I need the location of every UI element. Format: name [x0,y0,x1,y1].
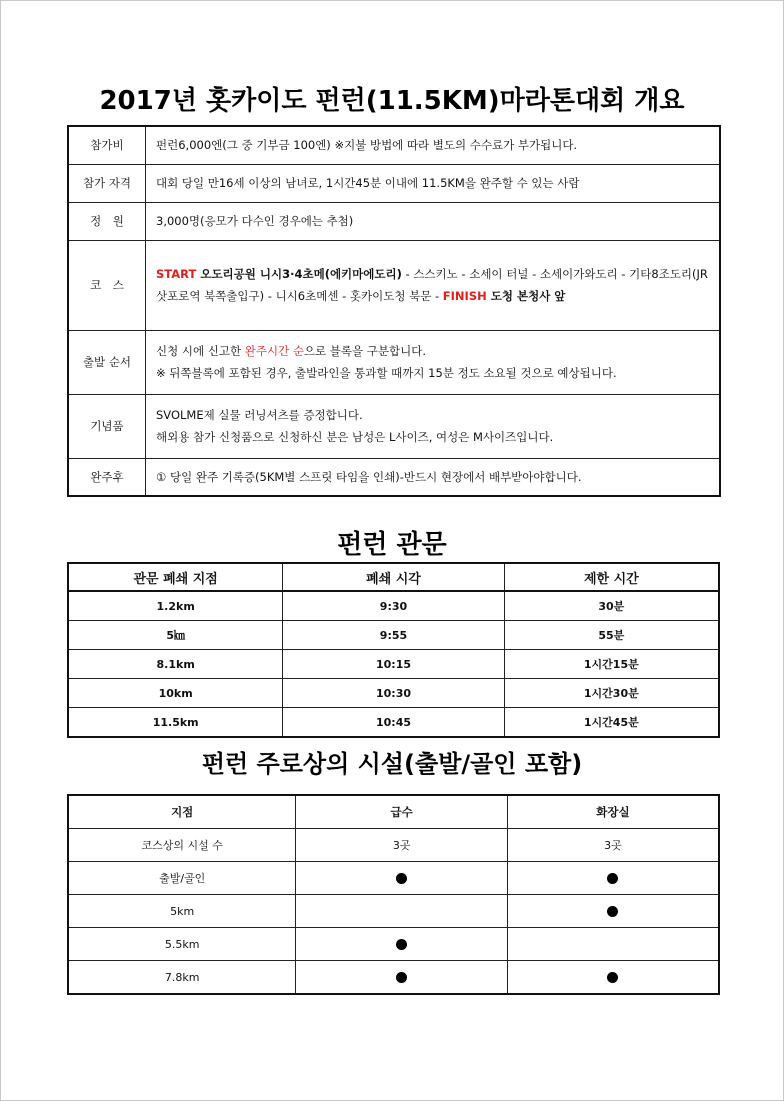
facilities-rows [68,862,719,995]
facility-point: 5.5km [68,928,296,961]
table-row [68,679,719,708]
checkpoint-limit: 1시간15분 [504,650,719,679]
facilities-table [67,794,720,995]
start-order-text-pre: 신청 시에 신고한 [156,344,245,358]
toilet-dot-icon [607,873,618,884]
page-title: 2017년 홋카이도 펀런(11.5KM)마라톤대회 개요 [99,86,685,116]
souvenir-row [68,394,720,458]
checkpoint-point: 10km [68,679,283,708]
course-label: 코 스 [68,240,146,330]
checkpoints-header-point: 관문 폐쇄 지점 [68,563,283,591]
course-start-location: 오도리공원 니시3·4초메(에키마에도리) [196,267,402,281]
facility-toilet-cell [507,961,719,995]
start-order-label: 출발 순서 [68,330,146,394]
checkpoint-close-time: 9:30 [283,591,504,621]
facilities-header-toilet: 화장실 [507,795,719,829]
facility-point: 5km [68,895,296,928]
capacity-row [68,202,720,240]
start-order-row [68,330,720,394]
souvenir-line-1: SVOLME제 실물 러닝셔츠를 증정합니다. [156,408,363,422]
start-order-text-post: 으로 블록을 구분합니다. [303,344,426,358]
course-route: - 스스키노 - 소세이 터널 - 소세이가와도리 - 기타8조도리(JR삿포로역 북쪽출입구) - 니시6초메센 - 홋카이도청 북문 - [156,267,708,303]
checkpoint-close-time: 10:15 [283,650,504,679]
qualification-row [68,164,720,202]
start-order-line-1 [156,340,709,362]
facilities-title: 펀런 주로상의 시설(출발/골인 포함) [201,750,583,778]
checkpoint-close-time: 10:30 [283,679,504,708]
checkpoint-limit: 1시간30분 [504,679,719,708]
souvenir-line-2: 해외용 참가 신청품으로 신청하신 분은 남성은 L사이즈, 여성은 M사이즈입니다. [156,430,554,444]
souvenir-label: 기념품 [68,394,146,458]
course-start-marker: START [156,267,197,281]
course-finish-location: 도청 본청사 앞 [486,289,566,303]
water-station-dot-icon [396,972,407,983]
souvenir-value [146,394,721,458]
table-row [68,708,719,738]
course-value [146,240,721,330]
facility-toilet-cell [507,895,719,928]
facility-toilet-count: 3곳 [507,829,719,862]
checkpoints-header-close-time: 폐쇄 시각 [283,563,504,591]
facility-count-label: 코스상의 시설 수 [68,829,296,862]
facility-point: 7.8km [68,961,296,995]
qualification-label: 참가 자격 [68,164,146,202]
course-row [68,240,720,330]
facility-toilet-cell [507,928,719,961]
checkpoints-header-limit: 제한 시간 [504,563,719,591]
water-station-dot-icon [396,873,407,884]
fee-row [68,126,720,164]
toilet-dot-icon [607,906,618,917]
fee-value: 펀런6,000엔(그 중 기부금 100엔) ※지불 방법에 따라 별도의 수수료가 부가됩니다. [146,126,721,164]
checkpoint-point: 11.5km [68,708,283,738]
fee-label: 참가비 [68,126,146,164]
facility-point: 출발/골인 [68,862,296,895]
facility-water-cell [296,895,508,928]
start-order-highlight: 완주시간 순 [244,344,304,358]
table-row [68,621,719,650]
table-row [68,862,719,895]
checkpoint-point: 8.1km [68,650,283,679]
after-finish-row [68,458,720,496]
table-row [68,928,719,961]
facilities-header-water: 급수 [296,795,508,829]
capacity-value: 3,000명(응모가 다수인 경우에는 추첨) [146,202,721,240]
course-finish-marker: FINISH [442,289,487,303]
checkpoint-limit: 1시간45분 [504,708,719,738]
after-finish-value: ① 당일 완주 기록증(5KM별 스프릿 타임을 인쇄)-반드시 현장에서 배부받아야합니다. [146,458,721,496]
checkpoint-point: 5㎞ [68,621,283,650]
facility-water-cell [296,961,508,995]
checkpoints-title: 펀런 관문 [337,530,447,560]
checkpoint-point: 1.2km [68,591,283,621]
start-order-value [146,330,721,394]
table-row [68,591,719,621]
checkpoint-close-time: 10:45 [283,708,504,738]
table-row [68,895,719,928]
checkpoints-table [67,562,720,738]
table-row [68,961,719,995]
facility-water-cell [296,862,508,895]
qualification-value: 대회 당일 만16세 이상의 남녀로, 1시간45분 이내에 11.5KM을 완주할 수 있는 사람 [146,164,721,202]
toilet-dot-icon [607,972,618,983]
checkpoint-limit: 30분 [504,591,719,621]
checkpoint-limit: 55분 [504,621,719,650]
facilities-count-row [68,829,719,862]
facilities-header-row [68,795,719,829]
start-order-line-2: ※ 뒤쪽블록에 포함된 경우, 출발라인을 통과할 때까지 15분 정도 소요될 것으로 예상됩니다. [156,366,617,380]
checkpoint-close-time: 9:55 [283,621,504,650]
facility-toilet-cell [507,862,719,895]
after-finish-label: 완주후 [68,458,146,496]
overview-table [67,125,721,497]
checkpoints-header-row [68,563,719,591]
facility-water-cell [296,928,508,961]
capacity-label: 정 원 [68,202,146,240]
water-station-dot-icon [396,939,407,950]
facilities-header-point: 지점 [68,795,296,829]
facility-water-count: 3곳 [296,829,508,862]
table-row [68,650,719,679]
